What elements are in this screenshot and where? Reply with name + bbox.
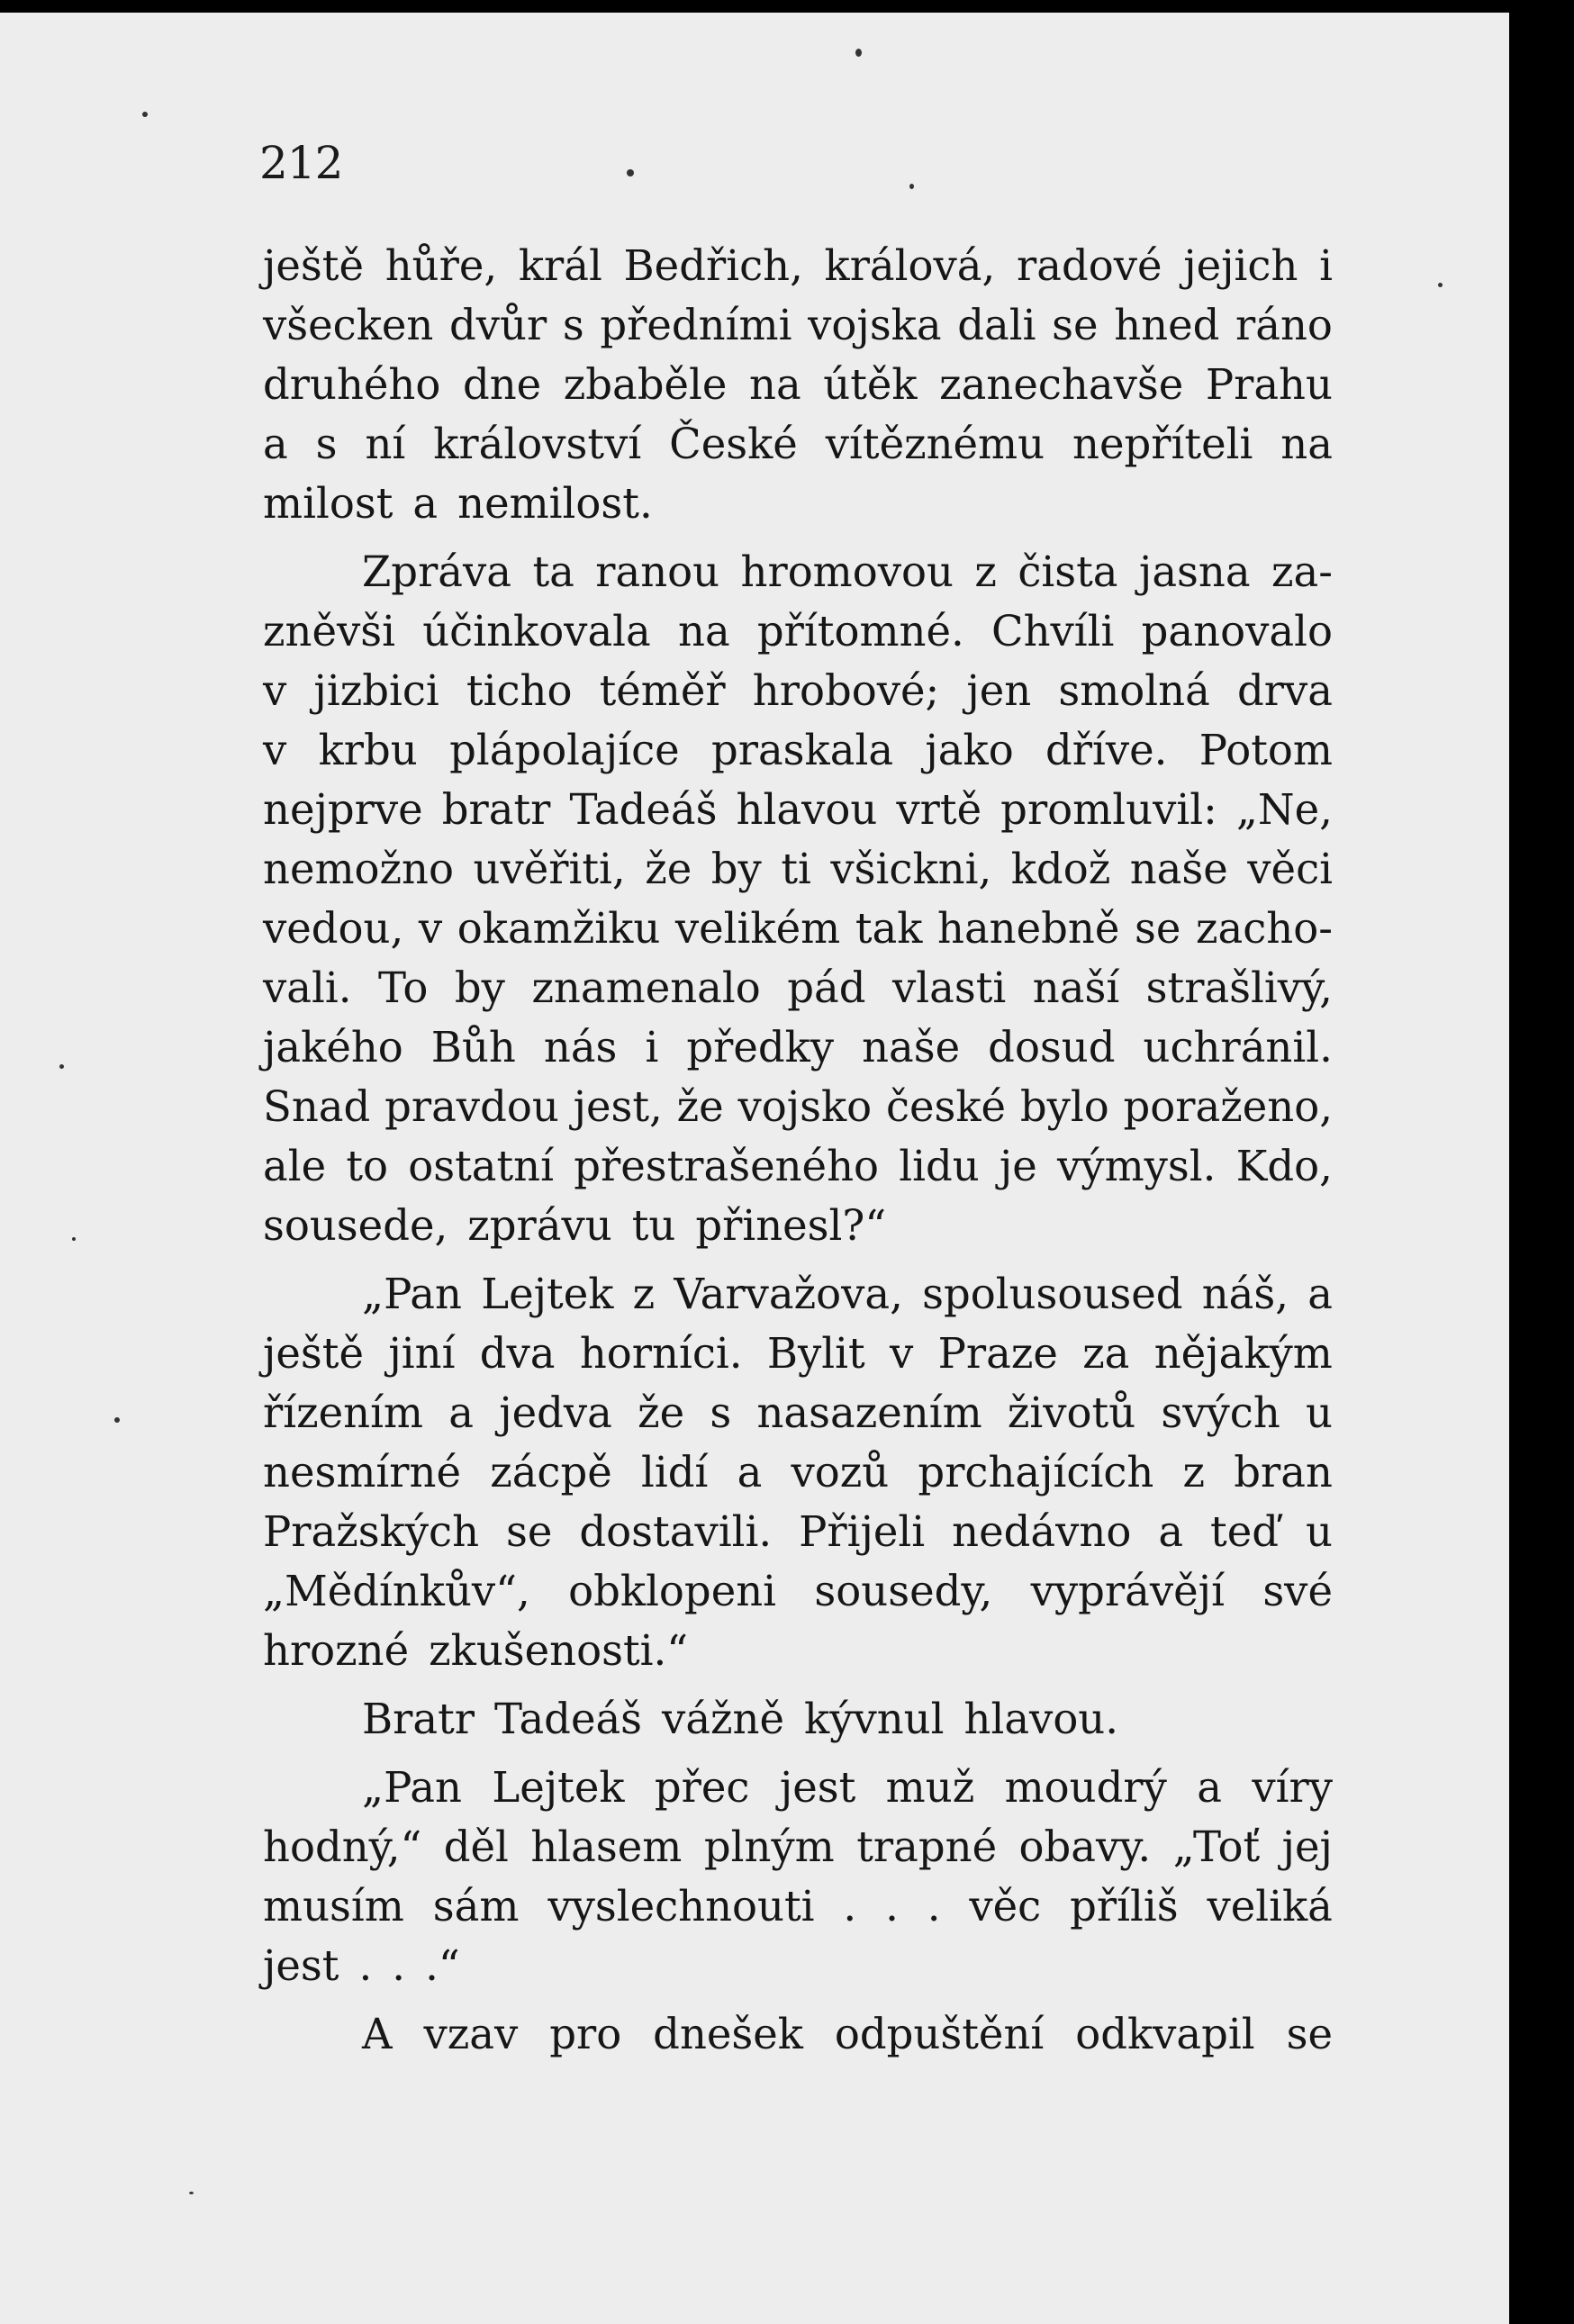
text-line: nemožno uvěřiti, že by ti všickni, kdož naše věci: [263, 845, 1333, 893]
text-line: ještě hůře, král Bedřich, králová, radové jejich i: [263, 241, 1333, 290]
paragraph: [263, 542, 1333, 1255]
text-line: v krbu plápolajíce praskala jako dříve. Potom: [263, 726, 1333, 774]
text-line: ještě jiní dva horníci. Bylit v Praze za nějakým: [263, 1329, 1333, 1378]
body-text: [263, 236, 1333, 2064]
text-line: řízením a jedva že s nasazením životů svých u: [263, 1388, 1333, 1437]
text-line: sousede, zprávu tu přinesl?“: [263, 1201, 887, 1250]
scan-speck: [909, 184, 914, 189]
text-line: vedou, v okamžiku velikém tak hanebně se zacho-: [263, 904, 1333, 953]
scan-speck: [59, 1064, 64, 1069]
text-line: všecken dvůr s předními vojska dali se hned ráno: [263, 301, 1333, 349]
scan-speck: [189, 2192, 194, 2194]
paragraph: [263, 236, 1333, 533]
text-line: hrozné zkušenosti.“: [263, 1626, 689, 1675]
scan-speck: [627, 169, 634, 176]
text-line: „Pan Lejtek přec jest muž moudrý a víry: [362, 1763, 1333, 1812]
text-line: Snad pravdou jest, že vojsko české bylo poraženo,: [263, 1082, 1333, 1131]
paragraph-gap: [263, 1995, 1333, 2004]
text-line: v jizbici ticho téměř hrobové; jen smolná drva: [263, 666, 1333, 715]
text-line: ale to ostatní přestrašeného lidu je výmysl. Kdo,: [263, 1142, 1333, 1190]
text-line: a s ní království České vítěznému nepříteli na: [263, 420, 1333, 468]
text-line: druhého dne zbaběle na útěk zanechavše Prahu: [263, 360, 1333, 409]
scan-speck: [142, 112, 148, 117]
text-line: jakého Bůh nás i předky naše dosud uchránil.: [263, 1023, 1333, 1072]
page-number: 212: [259, 137, 343, 189]
book-page: [0, 13, 1509, 2324]
text-line: Pražských se dostavili. Přijeli nedávno a teď u: [263, 1507, 1333, 1556]
paragraph: [263, 2004, 1333, 2064]
paragraph-gap: [263, 1255, 1333, 1264]
text-line: zněvši účinkovala na přítomné. Chvíli panovalo: [263, 607, 1333, 656]
text-line: Bratr Tadeáš vážně kývnul hlavou.: [362, 1695, 1119, 1743]
text-line: A vzav pro dnešek odpuštění odkvapil se: [362, 2010, 1333, 2058]
scan-speck: [72, 1237, 76, 1241]
paragraph-gap: [263, 1749, 1333, 1758]
text-line: musím sám vyslechnouti . . . věc příliš veliká: [263, 1882, 1333, 1931]
scan-speck: [855, 49, 862, 57]
text-line: Zpráva ta ranou hromovou z čista jasna za-: [362, 547, 1333, 596]
text-line: nesmírné zácpě lidí a vozů prchajících z bran: [263, 1448, 1333, 1497]
scan-speck: [114, 1417, 120, 1423]
text-line: jest . . .“: [263, 1941, 460, 1990]
scan-speck: [1438, 283, 1443, 287]
text-line: vali. To by znamenalo pád vlasti naší strašlivý,: [263, 963, 1333, 1012]
text-line: nejprve bratr Tadeáš hlavou vrtě promluvil: „Ne,: [263, 785, 1333, 834]
text-line: „Pan Lejtek z Varvažova, spolusoused náš, a: [362, 1270, 1333, 1318]
text-line: „Mědínkův“, obklopeni sousedy, vyprávějí své: [263, 1567, 1333, 1615]
paragraph: [263, 1264, 1333, 1680]
paragraph-gap: [263, 533, 1333, 542]
paragraph: [263, 1689, 1333, 1749]
paragraph-gap: [263, 1680, 1333, 1689]
paragraph: [263, 1758, 1333, 1995]
text-line: hodný,“ děl hlasem plným trapné obavy. „Toť jej: [263, 1822, 1333, 1871]
text-line: milost a nemilost.: [263, 479, 653, 528]
